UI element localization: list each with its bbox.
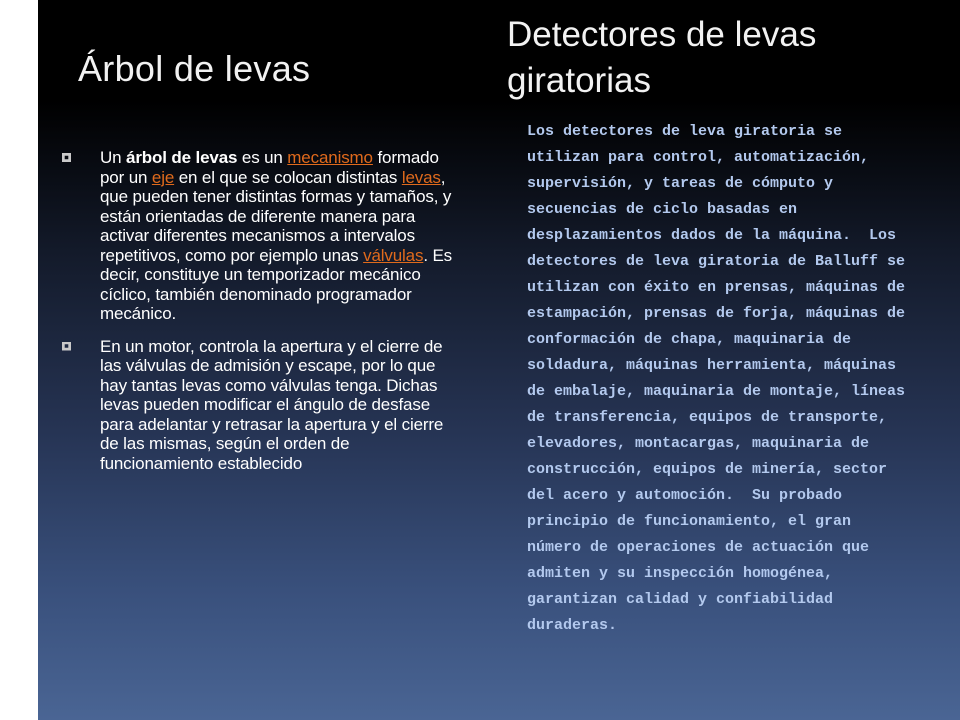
link-mecanismo[interactable]: mecanismo bbox=[287, 148, 373, 167]
link-levas[interactable]: levas bbox=[401, 167, 441, 187]
right-body-text: Los detectores de leva giratoria se utilizan para control, automatización, supervisión, y tareas de cómputo y secuencias de ciclo basadas en desplazamientos dados de la máquina. Los detectores de leva giratoria de Balluff se utilizan con éxito en prensas, máquinas de estampación, prensas de forja, máquinas de conformación de chapa, maquinaria de soldadura, máquinas herramienta, máquinas de embalaje, maquinaria de montaje, líneas de transferencia, equipos de transporte, elevadores, montacargas, maquinaria de construcción, equipos de minería, sector del acero y automoción. Su probado principio de funcionamiento, el gran número de operaciones de actuación que admiten y su inspección homogénea, garantizan calidad y confiabilidad duraderas. bbox=[527, 123, 915, 634]
bullet-item-2: En un motor, controla la apertura y el cierre de las válvulas de admisión y escape, por lo que hay tantas levas como válvulas tenga. Dichas levas pueden modificar el ángulo de desfase para adelantar y retrasar la apertura y el cierre de las mismas, según el orden de funcionamiento establecido bbox=[62, 337, 460, 474]
bold-term: árbol de levas bbox=[126, 148, 238, 167]
left-margin-strip bbox=[0, 0, 38, 720]
left-body bbox=[62, 148, 460, 486]
link-eje[interactable]: eje bbox=[151, 167, 175, 187]
title-arbol-de-levas: Árbol de levas bbox=[78, 48, 311, 89]
title-detectores-de-levas: Detectores de levas giratorias bbox=[507, 15, 817, 100]
square-bullet-icon bbox=[62, 342, 71, 351]
square-bullet-icon bbox=[62, 153, 71, 162]
link-valvulas[interactable]: válvulas bbox=[363, 245, 424, 265]
bullet-item-1: Un árbol de levas es un mecanismo formado por un eje en el que se colocan distintas levas, que pueden tener distintas formas y tamaños, y están orientadas de diferente manera para activar diferentes mecanismos a intervalos repetitivos, como por ejemplo unas válvulas. Es decir, constituye un temporizador mecánico cíclico, también denominado programador mecánico. bbox=[62, 148, 460, 324]
